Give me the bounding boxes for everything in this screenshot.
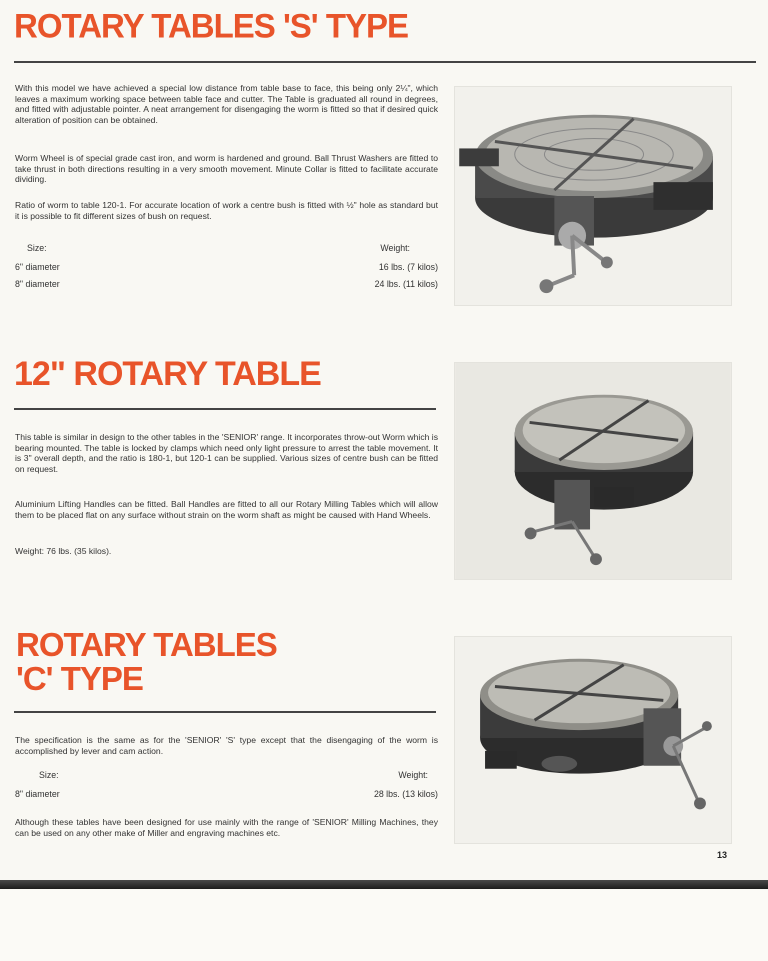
section3-table-header	[15, 770, 438, 782]
weight-header: Weight:	[380, 243, 410, 253]
section3-title-line1: ROTARY TABLES	[16, 626, 277, 663]
page-number: 13	[716, 850, 727, 860]
rotary-table-s-type-photo	[454, 86, 732, 306]
rotary-table-s-illustration	[455, 87, 731, 305]
section3-title-line2: 'C' TYPE	[16, 660, 143, 697]
page-edge-shadow	[0, 880, 768, 889]
section1-rule	[14, 61, 756, 63]
section1-table-header	[15, 243, 438, 255]
section1-para3: Ratio of worm to table 120-1. For accurate location of work a centre bush is fitted with ½" hole as standard but it is possible to fit different sizes of bush on request.	[15, 200, 438, 221]
rotary-table-12in-illustration	[455, 363, 731, 579]
section1-table-row	[15, 279, 438, 291]
section3-para1: The specification is the same as for the 'SENIOR' 'S' type except that the disengaging of the worm is accomplished by lever and cam action.	[15, 735, 438, 756]
size-value: 8" diameter	[15, 279, 60, 289]
size-header: Size:	[39, 770, 59, 780]
size-header: Size:	[27, 243, 47, 253]
weight-header: Weight:	[398, 770, 428, 780]
section2-weight: Weight: 76 lbs. (35 kilos).	[15, 546, 112, 556]
section2-para2: Aluminium Lifting Handles can be fitted. Ball Handles are fitted to all our Rotary Milling Tables which will allow them to be placed flat on any surface without strain on the worm shaft as might be caused with Hand Wheels.	[15, 499, 438, 520]
section1-para1: With this model we have achieved a special low distance from table base to face, this being only 2¼", which leaves a maximum working space between table face and cutter. The Table is graduated all round in degrees, and fitted with adjustable pointer. A neat arrangement for disengaging the worm is fitted so that if desired quick alteration of position can be obtained.	[15, 83, 438, 125]
section1-title: ROTARY TABLES 'S' TYPE	[14, 6, 409, 45]
rotary-table-c-illustration	[455, 637, 731, 843]
section1-para2: Worm Wheel is of special grade cast iron, and worm is hardened and ground. Ball Thrust Washers are fitted to take thrust in both directions resulting in a very smooth movement. Minute Collar is fitted to facilitate accurate dividing.	[15, 153, 438, 185]
section3-para2: Although these tables have been designed for use mainly with the range of 'SENIOR' Milling Machines, they can be used on any other make of Miller and engraving machines etc.	[15, 817, 438, 838]
section2-title: 12" ROTARY TABLE	[14, 355, 321, 393]
section3-rule	[14, 711, 436, 713]
section3-table-row	[15, 789, 438, 801]
rotary-table-12in-photo	[454, 362, 732, 580]
section2-rule	[14, 408, 436, 410]
rotary-table-c-type-photo	[454, 636, 732, 844]
section2-para1: This table is similar in design to the other tables in the 'SENIOR' range. It incorporates throw-out Worm which is bearing mounted. The table is locked by clamps which need only light pressure to arrest the table movement. It is 3" overall depth, and the ratio is 180-1, but 120-1 can be supplied. Various sizes of centre bush can be fitted on request.	[15, 432, 438, 474]
size-value: 6" diameter	[15, 262, 60, 272]
weight-value: 16 lbs. (7 kilos)	[378, 262, 438, 272]
weight-value: 28 lbs. (13 kilos)	[373, 789, 438, 799]
size-value: 8" diameter	[15, 789, 60, 799]
section1-table-row	[15, 262, 438, 274]
weight-value: 24 lbs. (11 kilos)	[374, 279, 438, 289]
